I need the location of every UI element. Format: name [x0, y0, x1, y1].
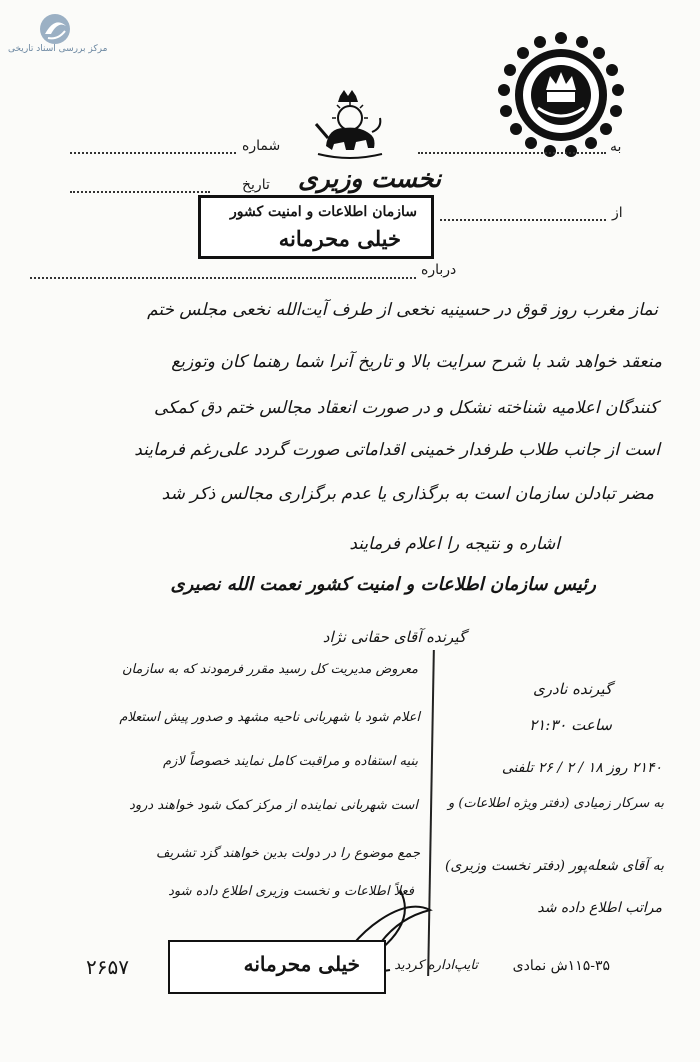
bottom-stamp-text: خیلی محرمانه [243, 952, 360, 976]
lion-and-sun-emblem [310, 88, 388, 168]
body-line-3: کنندگان اعلامیه شناخته نشکل و در صورت انعقاد مجالس ختم دق کمکی [153, 398, 658, 418]
bottom-classification-stamp [168, 940, 386, 994]
note-call: ۲۱۴۰ روز ۱۸ / ۲ / ۲۶ تلفنی [501, 760, 662, 776]
body-line-5: مضر تبادلن سازمان است به برگذاری یا عدم برگزاری مجالس ذکر شد [161, 484, 654, 504]
round-seal-stamp [498, 32, 624, 162]
stamp-line-2: خیلی محرمانه [278, 226, 401, 251]
left-note-3: بنیه استفاده و مراقبت کامل نمایند خصوصاً لازم [162, 754, 418, 769]
archive-note: تایپ‌اداره کردید [394, 958, 478, 973]
left-note-6: فعلاً اطلاعات و نخست وزیری اطلاع داده شود [168, 884, 414, 899]
left-note-4: است شهربانی نماینده از مرکز کمک شود خواهند درود [129, 798, 418, 813]
darbare-line [30, 277, 416, 279]
reference-number: ۲۶۵۷ [86, 955, 129, 979]
label-darbare: درباره [421, 262, 457, 278]
be-line [418, 152, 606, 154]
shomare-line [70, 152, 236, 154]
body-line-2: منعقد خواهد شد با شرح سرایت بالا و تاریخ آنرا شما رهنما کان وتوزیع [171, 352, 662, 372]
az-line [440, 219, 606, 221]
note-informed: مراتب اطلاع داده شد [537, 900, 662, 916]
letterhead-title: نخست وزیری [298, 164, 442, 193]
left-note-5: جمع موضوع را در دولت بدین خواهند گزد تشریف [155, 846, 420, 861]
tarikh-line [70, 191, 210, 193]
label-az: از [612, 205, 623, 221]
classification-stamp [198, 195, 434, 259]
archive-watermark: مرکز بررسی اسناد تاریخی [8, 44, 108, 54]
stamp-line-1: سازمان اطلاعات و امنیت کشور [230, 204, 417, 220]
note-recipient-a: به سرکار زمیادی (دفتر ویژه اطلاعات) و [447, 796, 664, 811]
archive-code: ۱۱۵-۳۵ش نمادی [512, 958, 610, 974]
label-shomare: شماره [242, 138, 281, 154]
body-line-6: اشاره و نتیجه را اعلام فرمایند [349, 534, 560, 554]
note-recipient-b: به آقای شعله‌پور (دفتر نخست وزیری) [444, 858, 664, 874]
note-receiver-2: گیرنده نادری [532, 680, 612, 698]
note-time: ساعت ۲۱:۳۰ [529, 716, 612, 734]
note-receiver-1: گیرنده آقای حقانی نژاد [322, 628, 466, 646]
label-be: به [610, 139, 622, 155]
signature-line: رئیس سازمان اطلاعات و امنیت کشور نعمت الله نصیری [170, 574, 596, 595]
body-line-1: نماز مغرب روز قوق در حسینیه نخعی از طرف آیت‌الله نخعی مجلس ختم [147, 300, 658, 320]
label-tarikh: تاریخ [242, 177, 270, 193]
left-note-2: اعلام شود با شهربانی ناحیه مشهد و صدور پیش استعلام [119, 710, 420, 725]
left-note-1: معروض مدیریت کل رسید مقرر فرمودند که به سازمان [121, 662, 418, 677]
body-line-4: است از جانب طلاب طرفدار خمینی اقداماتی صورت گردد علی‌رغم فرمایند [134, 440, 660, 460]
